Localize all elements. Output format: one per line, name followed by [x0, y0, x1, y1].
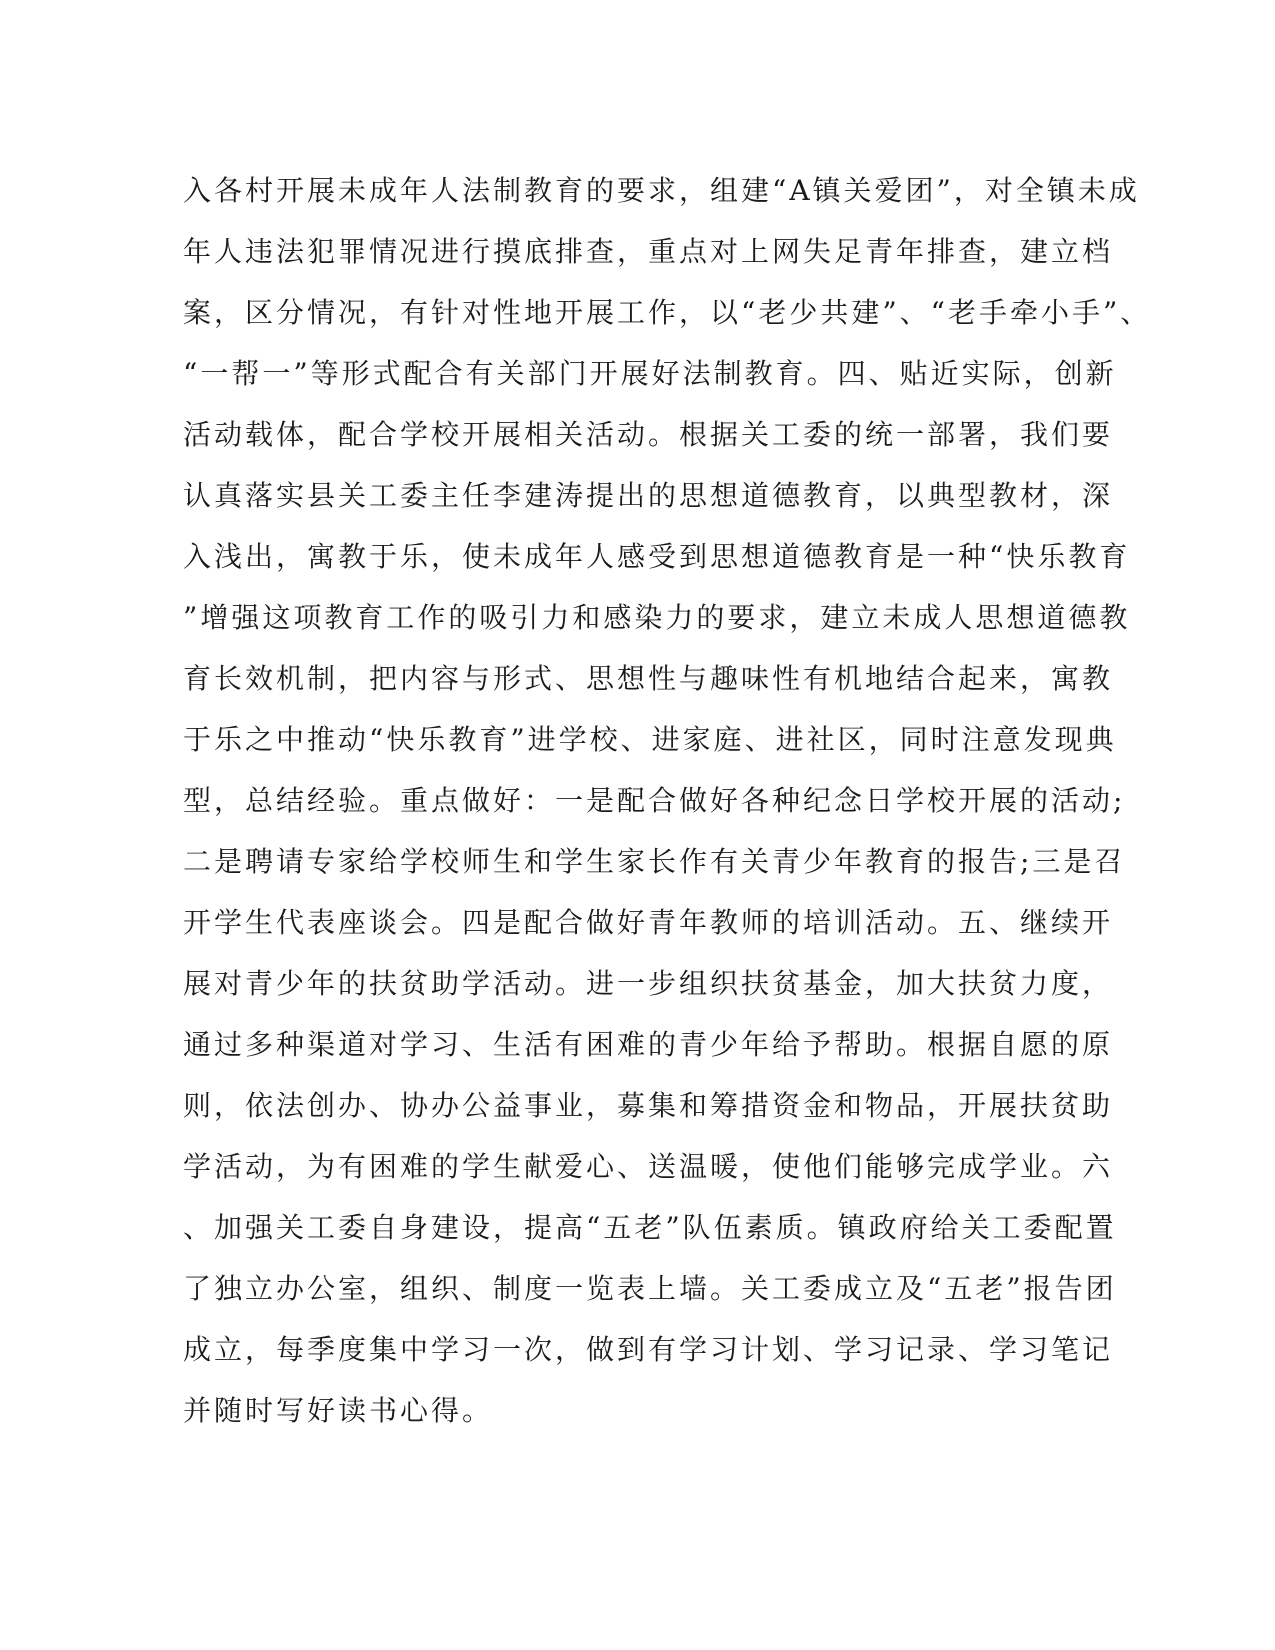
- text-line: 则，依法创办、协办公益事业，募集和筹措资金和物品，开展扶贫助: [183, 1089, 1114, 1122]
- text-line: 二是聘请专家给学校师生和学生家长作有关青少年教育的报告;三是召: [183, 845, 1126, 878]
- text-line: ”增强这项教育工作的吸引力和感染力的要求，建立未成人思想道德教: [183, 601, 1131, 634]
- text-line: 年人违法犯罪情况进行摸底排查，重点对上网失足青年排查，建立档: [183, 235, 1114, 268]
- text-line: 了独立办公室，组织、制度一览表上墙。关工委成立及“五老”报告团: [183, 1272, 1117, 1305]
- text-line: 开学生代表座谈会。四是配合做好青年教师的培训活动。五、继续开: [183, 906, 1114, 939]
- text-line: 认真落实县关工委主任李建涛提出的思想道德教育，以典型教材，深: [183, 479, 1114, 512]
- text-line: 展对青少年的扶贫助学活动。进一步组织扶贫基金，加大扶贫力度，: [183, 967, 1114, 1000]
- text-line: 型，总结经验。重点做好：一是配合做好各种纪念日学校开展的活动;: [183, 784, 1126, 817]
- text-line: 育长效机制，把内容与形式、思想性与趣味性有机地结合起来，寓教: [183, 662, 1114, 695]
- text-line: 活动载体，配合学校开展相关活动。根据关工委的统一部署，我们要: [183, 418, 1114, 451]
- text-line: 入浅出，寓教于乐，使未成年人感受到思想道德教育是一种“快乐教育: [183, 540, 1131, 573]
- text-line: 学活动，为有困难的学生献爱心、送温暖，使他们能够完成学业。六: [183, 1150, 1114, 1183]
- text-line: 、加强关工委自身建设，提高“五老”队伍素质。镇政府给关工委配置: [183, 1211, 1117, 1244]
- text-line: 通过多种渠道对学习、生活有困难的青少年给予帮助。根据自愿的原: [183, 1028, 1114, 1061]
- text-line: 入各村开展未成年人法制教育的要求，组建“A镇关爱团”，对全镇未成: [183, 174, 1140, 207]
- body-paragraph: [183, 160, 1152, 1441]
- text-line: 于乐之中推动“快乐教育”进学校、进家庭、进社区，同时注意发现典: [183, 723, 1117, 756]
- text-line: 成立，每季度集中学习一次，做到有学习计划、学习记录、学习笔记: [183, 1333, 1114, 1366]
- text-line: 案，区分情况，有针对性地开展工作，以“老少共建”、“老手牵小手”、: [183, 296, 1152, 329]
- text-line: 并随时写好读书心得。: [183, 1394, 494, 1427]
- text-line: “一帮一”等形式配合有关部门开展好法制教育。四、贴近实际，创新: [183, 357, 1117, 390]
